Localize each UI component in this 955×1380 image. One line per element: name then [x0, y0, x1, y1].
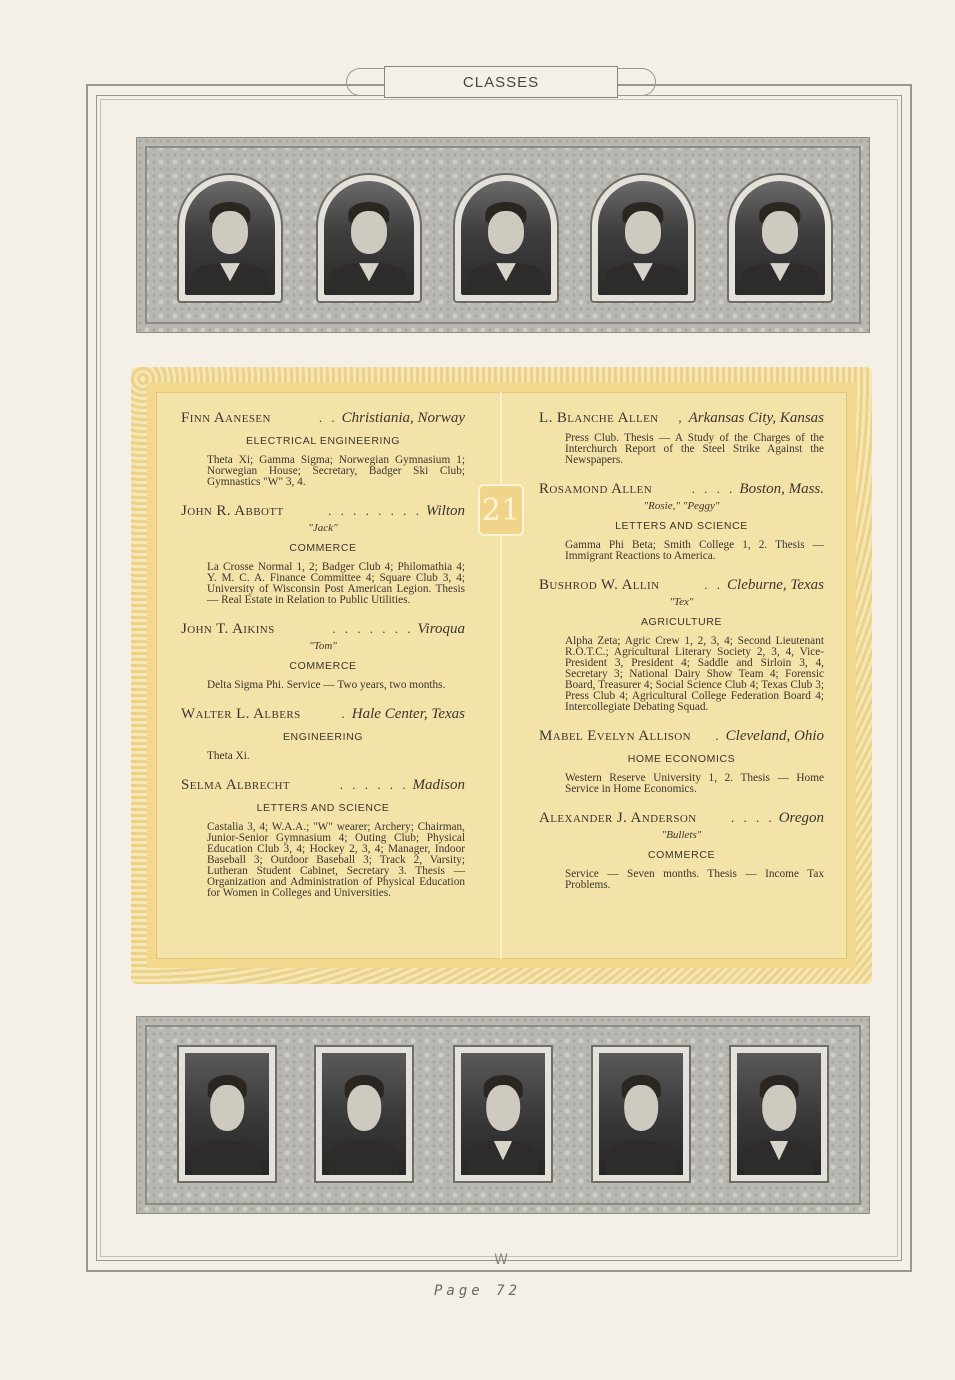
student-activities: Theta Xi; Gamma Sigma; Norwegian Gymnasium 1; Norwegian House; Secretary, Badger Ski Club; Gymnastics "W" 3, 4. — [207, 454, 465, 488]
student-activities: Gamma Phi Beta; Smith College 1, 2. Thesis — Immigrant Reactions to America. — [565, 539, 824, 562]
student-name: Walter L. Albers — [181, 706, 301, 722]
student-hometown: Arkansas City, Kansas — [688, 410, 824, 426]
student-name: Finn Aanesen — [181, 410, 271, 426]
student-department: LETTERS AND SCIENCE — [615, 520, 748, 532]
student-entry: L. Blanche Allen , Arkansas City, Kansas Press Club. Thesis — A Study of the Charges of the Interchurch Report of the Steel Strike Against the Newspapers. — [539, 410, 824, 466]
page-title: CLASSES — [462, 73, 540, 91]
student-nickname: "Bullets" — [661, 829, 702, 841]
student-entry: Rosamond Allen . . . . Boston, Mass. "Rosie," "Peggy" LETTERS AND SCIENCE Gamma Phi Beta; Smith College 1, 2. Thesis — Immigrant Reactions to America. — [539, 481, 824, 562]
student-hometown: Viroqua — [417, 621, 465, 637]
student-activities: Theta Xi. — [207, 750, 250, 762]
class-year: 21 — [481, 492, 521, 528]
student-hometown: Oregon — [778, 810, 824, 826]
left-column — [181, 410, 465, 914]
portrait-bushrod-allin — [453, 1045, 553, 1183]
student-activities: La Crosse Normal 1, 2; Badger Club 4; Philomathia 4; Y. M. C. A. Finance Committee 4; Square Club 3, 4; University of Wisconsin Post American Legion. Thesis — Real Estate in Relation to Public Utilities. — [207, 561, 465, 606]
right-column — [539, 410, 824, 906]
page-header — [384, 66, 618, 98]
student-department: HOME ECONOMICS — [627, 753, 736, 765]
student-name: Bushrod W. Allin — [539, 577, 660, 593]
student-entry: Bushrod W. Allin . . Cleburne, Texas "Tex" AGRICULTURE Alpha Zeta; Agric Crew 1, 2, 3, 4; Second Lieutenant R.O.T.C.; Agricultural Literary Society 2, 3, 4, Vice-President 3, President 4; Saddle and Sirloin 3, 4, Secretary 3; National Dairy Show Team 4; Forensic Board, Treasurer 4; Social Science Club 4; Texas Club 3; Press Club 4; Agricultural College Federation Board 4; Intercollegiate Debating Squad. — [539, 577, 824, 713]
student-name: L. Blanche Allen — [539, 410, 659, 426]
student-nickname: "Jack" — [308, 522, 338, 534]
student-entry: Alexander J. Anderson . . . . Oregon "Bullets" COMMERCE Service — Seven months. Thesis — Income Tax Problems. — [539, 810, 824, 891]
student-name: Alexander J. Anderson — [539, 810, 697, 826]
student-activities: Alpha Zeta; Agric Crew 1, 2, 3, 4; Second Lieutenant R.O.T.C.; Agricultural Literary Society 2, 3, 4, Vice-President 3, President 4; Saddle and Sirloin 3, 4, Secretary 3; National Dairy Show Team 4; Forensic Board, Treasurer 4; Social Science Club 4; Texas Club 3; Press Club 4; Agricultural College Federation Board 4; Intercollegiate Debating Squad. — [565, 635, 824, 713]
student-department: COMMERCE — [289, 660, 357, 672]
portrait-selma-albrecht — [727, 173, 833, 303]
header-ornament-left — [346, 68, 386, 96]
student-nickname: "Tex" — [669, 596, 694, 608]
frame-bottom-ornament — [488, 1252, 514, 1268]
class-year-badge — [478, 484, 524, 536]
student-nickname: "Rosie," "Peggy" — [643, 500, 720, 512]
student-hometown: Boston, Mass. — [739, 481, 824, 497]
student-department: ENGINEERING — [282, 731, 364, 743]
portrait-walter-albers — [590, 173, 696, 303]
student-entry: Selma Albrecht . . . . . . Madison LETTERS AND SCIENCE Castalia 3, 4; W.A.A.; "W" wearer; Archery; Chairman, Junior-Senior Gymnasium 4; Outing Club; Physical Education Club 3, 4; Hockey 2, 3, 4; Manager, Indoor Baseball 3; Outdoor Baseball 3; Track 2, Varsity; Lutheran Student Cabinet, Secretary 3. Thesis — Organization and Administration of Physical Education for Women in Colleges and Universities. — [181, 777, 465, 899]
student-name: Mabel Evelyn Allison — [539, 728, 691, 744]
student-entry: Mabel Evelyn Allison . Cleveland, Ohio HOME ECONOMICS Western Reserve University 1, 2. Thesis — Home Service in Home Economics. — [539, 728, 824, 795]
student-hometown: Cleveland, Ohio — [725, 728, 824, 744]
student-department: COMMERCE — [289, 542, 357, 554]
portrait-rosamond-allen — [314, 1045, 414, 1183]
student-entry: John R. Abbott . . . . . . . . Wilton "Jack" COMMERCE La Crosse Normal 1, 2; Badger Club 4; Philomathia 4; Y. M. C. A. Finance Committee 4; Square Club 3, 4; University of Wisconsin Post American Legion. Thesis — Real Estate in Relation to Public Utilities. — [181, 503, 465, 606]
student-activities: Delta Sigma Phi. Service — Two years, two months. — [207, 679, 446, 691]
student-activities: Press Club. Thesis — A Study of the Charges of the Interchurch Report of the Steel Strike Against the Newspapers. — [565, 432, 824, 466]
student-department: LETTERS AND SCIENCE — [256, 802, 390, 814]
column-divider — [500, 392, 502, 959]
student-activities: Service — Seven months. Thesis — Income Tax Problems. — [565, 868, 824, 891]
student-nickname: "Tom" — [309, 640, 337, 652]
portrait-finn-aanesen — [177, 173, 283, 303]
page-number: Page 72 — [433, 1283, 521, 1299]
student-hometown: Wilton — [425, 503, 465, 519]
student-name: John R. Abbott — [181, 503, 284, 519]
student-name: Rosamond Allen — [539, 481, 653, 497]
student-department: COMMERCE — [647, 849, 716, 861]
bottom-photo-band — [136, 1016, 870, 1214]
student-hometown: Cleburne, Texas — [727, 577, 824, 593]
w-mark: W — [494, 1252, 508, 1268]
student-entry: John T. Aikins . . . . . . . Viroqua "Tom" COMMERCE Delta Sigma Phi. Service — Two years, two months. — [181, 621, 465, 691]
student-hometown: Hale Center, Texas — [351, 706, 465, 722]
student-department: ELECTRICAL ENGINEERING — [245, 435, 400, 447]
student-activities: Western Reserve University 1, 2. Thesis — Home Service in Home Economics. — [565, 772, 824, 795]
portrait-l-blanche-allen — [177, 1045, 277, 1183]
student-name: John T. Aikins — [181, 621, 275, 637]
student-name: Selma Albrecht — [181, 777, 290, 793]
portrait-mabel-allison — [591, 1045, 691, 1183]
top-photo-band — [136, 137, 870, 333]
student-hometown: Madison — [412, 777, 465, 793]
student-hometown: Christiania, Norway — [341, 410, 465, 426]
student-entry: Walter L. Albers . Hale Center, Texas ENGINEERING Theta Xi. — [181, 706, 465, 762]
student-department: AGRICULTURE — [640, 616, 723, 628]
student-activities: Castalia 3, 4; W.A.A.; "W" wearer; Archery; Chairman, Junior-Senior Gymnasium 4; Outing Club; Physical Education Club 3, 4; Hockey 2, 3, 4; Manager, Indoor Baseball 3; Outdoor Baseball 3; Track 2, Varsity; Lutheran Student Cabinet, Secretary 3. Thesis — Organization and Administration of Physical Education for Women in Colleges and Universities. — [207, 821, 465, 899]
portrait-john-abbott — [316, 173, 422, 303]
student-entry: Finn Aanesen . . Christiania, Norway ELECTRICAL ENGINEERING Theta Xi; Gamma Sigma; Norwegian Gymnasium 1; Norwegian House; Secretary, Badger Ski Club; Gymnastics "W" 3, 4. — [181, 410, 465, 488]
portrait-john-aikins — [453, 173, 559, 303]
portrait-alexander-anderson — [729, 1045, 829, 1183]
header-ornament-right — [616, 68, 656, 96]
